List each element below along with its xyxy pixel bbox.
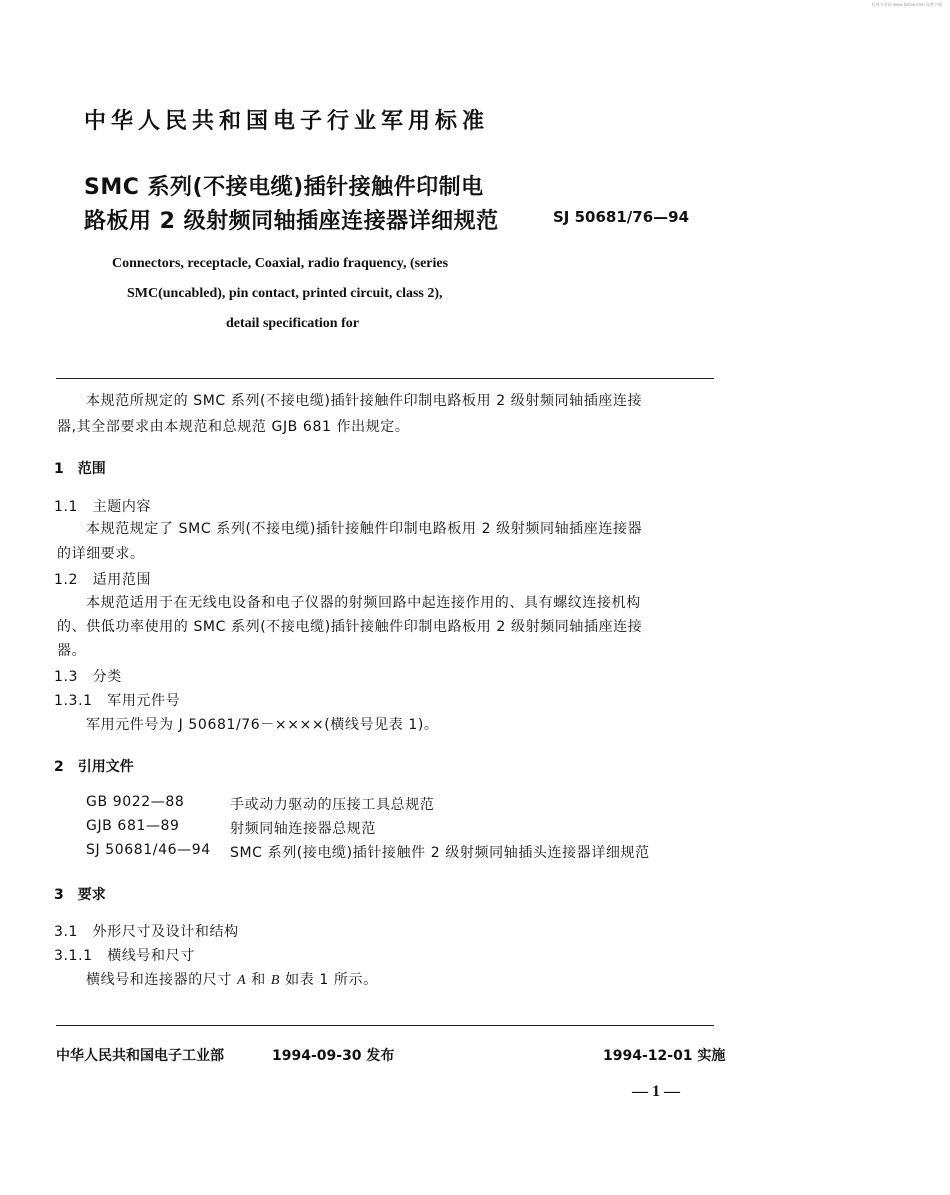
- footer-divider: [56, 1025, 714, 1026]
- text-segment: 如表 1 所示。: [280, 972, 378, 988]
- reference-3-title: SMC 系列(接电缆)插针接触件 2 级射频同轴插头连接器详细规范: [230, 845, 650, 861]
- section-1-2-heading: 1.2 适用范围: [54, 572, 152, 588]
- issue-date: 1994-09-30 发布: [272, 1048, 395, 1064]
- reference-1-title: 手或动力驱动的压接工具总规范: [230, 797, 435, 813]
- reference-2-title: 射频同轴连接器总规范: [230, 821, 376, 837]
- intro-line-2: 器,其全部要求由本规范和总规范 GJB 681 作出规定。: [57, 419, 410, 435]
- effective-date: 1994-12-01 实施: [603, 1048, 726, 1064]
- standard-category-header: 中华人民共和国电子行业军用标准: [84, 109, 490, 134]
- section-1-2-line-1: 本规范适用于在无线电设备和电子仪器的射频回路中起连接作用的、具有螺纹连接机构: [86, 595, 641, 611]
- section-1-3-heading: 1.3 分类: [54, 669, 122, 685]
- section-1-3-1-line-1: 军用元件号为 J 50681/76－××××(横线号见表 1)。: [86, 717, 439, 733]
- dimension-b-symbol: B: [270, 973, 281, 988]
- reference-1-code: GB 9022—88: [86, 794, 185, 810]
- section-1-heading: 1 范围: [54, 461, 106, 477]
- english-title-line-2: SMC(uncabled), pin contact, printed circuit, class 2),: [127, 286, 443, 301]
- reference-3-code: SJ 50681/46—94: [86, 842, 211, 858]
- text-segment: 横线号和连接器的尺寸: [86, 972, 238, 988]
- title-line-2: 路板用 2 级射频同轴插座连接器详细规范: [84, 209, 499, 234]
- section-1-1-line-2: 的详细要求。: [57, 546, 145, 562]
- reference-2-code: GJB 681—89: [86, 818, 180, 834]
- intro-line-1: 本规范所规定的 SMC 系列(不接电缆)插针接触件印制电路板用 2 级射频同轴插座连接: [86, 393, 643, 409]
- title-line-1: SMC 系列(不接电缆)插针接触件印制电: [84, 175, 484, 200]
- text-segment: 和: [246, 972, 271, 988]
- issuing-authority: 中华人民共和国电子工业部: [56, 1048, 224, 1064]
- section-2-heading: 2 引用文件: [54, 759, 134, 775]
- english-title-line-3: detail specification for: [226, 316, 359, 331]
- section-3-1-1-heading: 3.1.1 横线号和尺寸: [54, 948, 195, 964]
- section-3-1-heading: 3.1 外形尺寸及设计和结构: [54, 924, 239, 940]
- section-1-2-line-3: 器。: [57, 643, 87, 659]
- section-3-1-1-line-1: [86, 969, 378, 989]
- section-1-1-line-1: 本规范规定了 SMC 系列(不接电缆)插针接触件印制电路板用 2 级射频同轴插座连接器: [86, 521, 643, 537]
- section-1-1-heading: 1.1 主题内容: [54, 499, 152, 515]
- section-1-3-1-heading: 1.3.1 军用元件号: [54, 693, 181, 709]
- section-3-heading: 3 要求: [54, 887, 106, 903]
- header-divider: [56, 378, 714, 379]
- page-number: — 1 —: [632, 1083, 680, 1100]
- standard-code: SJ 50681/76—94: [553, 208, 690, 226]
- section-1-2-line-2: 的、供低功率使用的 SMC 系列(不接电缆)插针接触件印制电路板用 2 级射频同轴插座连接: [57, 619, 643, 635]
- dimension-a-symbol: A: [237, 973, 247, 988]
- english-title-line-1: Connectors, receptacle, Coaxial, radio fraquency, (series: [112, 256, 449, 271]
- corner-watermark: 标准分享网 www.bzfxw.com 免费下载: [871, 2, 942, 7]
